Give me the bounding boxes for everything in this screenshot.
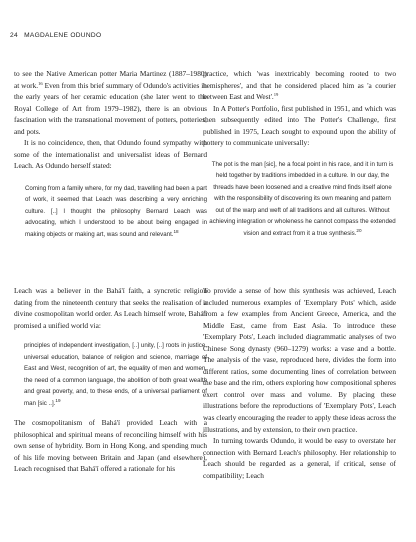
paragraph-text: To provide a sense of how this synthesis was achieved, Leach included numerous examples of 'Exemplary Pots' which, aside from a few examples from Ancient Greece, America, and the Middle East, came from East Asia. To introduce these 'Exemplary Pots', Leach included diagrammatic analyses of two Chinese Song dynasty (960–1279) works: a vase and a bottle. The analysis of the vase, reproduced here, divides the form into different ratios, some documenting lines of correlation between the base and the rim, others exploring how compositional spheres exert control over mass and volume. By placing these illustrations before the reproductions of 'Exemplary Pots', Leach was clearly encouraging the reader to apply these ideas across the illustrations, and by extension, to their own practice. <box>203 286 396 434</box>
left-top-block <box>14 68 207 285</box>
body-paragraph <box>14 417 207 475</box>
paragraph-text: In turning towards Odundo, it would be easy to overstate her connection with Bernard Leach's philosophy. Her relationship to Leach should be regarded as a general, if critical, sense of compatibility; Leach <box>203 436 396 480</box>
paragraph-text: In A Potter's Portfolio, first published in 1951, and which was then subsequently edited into The Potter's Challenge, first published in 1975, Leach sought to expound upon the ability of pottery to communicate universally: <box>203 103 396 148</box>
paragraph-text: Even from this brief summary of Odundo's activities in the early years of her ceramic education (she later went to the Royal College of Art from 1979–1982), there is an obvious fascination with the transnational movement of potters, potteries, and pots. <box>14 80 207 136</box>
left-column <box>14 68 207 475</box>
block-quote <box>25 183 207 241</box>
footnote-marker: 16 <box>38 80 43 86</box>
footnote-marker: 20 <box>356 227 362 233</box>
paragraph-text: The cosmopolitanism of Bahá'í provided Leach with a philosophical and spiritual means of reconciling himself with his own sense of hybridity. Born in Hong Kong, and spending much of his life moving between Britain and Japan (and elsewhere), Leach recognised that Bahá'í offered a rationale for his <box>14 418 207 474</box>
footnote-marker: 19 <box>273 92 279 98</box>
right-bottom-block <box>203 285 396 481</box>
right-top-block <box>203 68 396 285</box>
block-quote <box>24 340 207 409</box>
body-paragraph <box>14 68 207 137</box>
paragraph-text: practice, which 'was inextricably becoming rooted to two hemispheres', and that he considered placed him as 'a courier between East and West'. <box>203 69 396 102</box>
quote-text: Coming from a family where, for my dad, travelling had been a part of work, it seemed that Leach was describing a very enriching culture. [..] I thought the philosophy Bernard Leach was advocating, which I understood to be about being engaged in making objects or making art, was sound and relevant. <box>25 184 207 238</box>
quote-text: principles of independent investigation, [..] unity, [..] roots in justice, universal education, balance of religion and science, marriage of East and West, recognition of art, the equality of men and women, the need of a common language, the abolition of both great wealth and great poverty, and, to these ends, of a universal parliament of man [sic ..]. <box>24 342 207 407</box>
body-paragraph <box>203 435 396 481</box>
body-paragraph <box>203 285 396 435</box>
quote-text: The pot is the man [sic], he a focal point in his race, and it in turn is held together by traditions imbedded in a culture. In our day, the threads have been loosened and a creative mind finds itself alone with the responsibility of discovering its own meaning and pattern out of the warp and weft of all traditions and all cultures. Without achieving integration or wholeness he cannot compass the extended vision and extract from it a true synthesis. <box>209 160 396 237</box>
body-paragraph <box>203 68 396 103</box>
left-bottom-block <box>14 285 207 475</box>
body-paragraph <box>203 103 396 149</box>
paragraph-text: It is no coincidence, then, that Odundo found sympathy with some of the internationalist and universalist ideas of Bernard Leach. As Odundo herself stated: <box>14 138 207 171</box>
block-quote <box>209 159 396 240</box>
footnote-marker: 19 <box>55 397 61 403</box>
body-paragraph <box>14 285 207 331</box>
footnote-marker: 18 <box>173 228 179 234</box>
running-header <box>10 32 101 39</box>
right-column <box>203 68 396 481</box>
paragraph-text: Leach was a believer in the Bahá'í faith, a syncretic religion dating from the nineteenth century that seeks the realisation of a divine cosmopolitan world order. As Leach himself wrote, Bahá'í promised a unified world via: <box>14 286 207 330</box>
body-paragraph <box>14 137 207 172</box>
running-head-author: MAGDALENE ODUNDO <box>24 32 102 39</box>
page-number: 24 <box>10 32 18 39</box>
paragraph-text: to see the Native American potter Maria Martinez (1887–1980) at work. <box>14 69 207 90</box>
